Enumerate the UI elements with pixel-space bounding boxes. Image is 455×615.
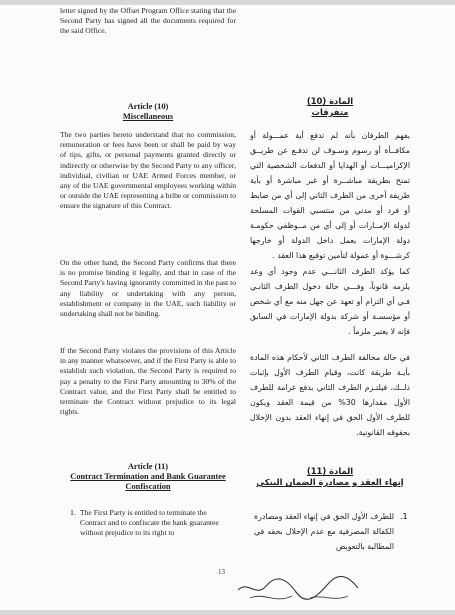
article-10-p3-ar: في حالة مخالفة الطرف الثاني لأحكام هذه المادة بأيـة طريقة كانت، وقيام الطرف الأول بإثبات ذلــك، فيلتـزم الطرف الثاني بدفع غرامة للطرف الأول مقدارها 30% من قيمة العقد ويكون للطرف الأول الحق في إنهاء العقد بدون الإخلال بحقوقه القانونية.	[250, 353, 410, 437]
page-bottom-edge	[0, 610, 455, 615]
item-1-en	[80, 508, 230, 539]
article-10-paragraph-2-en	[60, 258, 236, 319]
article-11-heading-ar	[250, 466, 410, 488]
article-11-subtitle-ar: إنهاء العقد و مصادرة الضمان البنكي	[256, 477, 404, 487]
article-10-subtitle-ar: متفرقات	[311, 107, 349, 117]
article-10-p1-ar: يفهم الطرفان بأنه لم تدفع أية عمـــولة أو مكافــأة أو رسوم وسـوف لن تدفـع عن طريــق الإكراميـــات أو الهدايا أو الدفعات الشخصية التي تمنح بطريقة مباشــرة أو غير مباشرة أو بأية طريقة أخرى من الطرف الثاني إلى أي من ضابط أو فرد أو مدني من منتسبي القوات المسلحة لدولة الإمــارات أو إلى أي من مــوظفي حكومـة دولة الإمارات يعمل داخل الدولة أو خارجها كرشـــوة أو عمولة لتأمين توقيع هذا العقد .	[250, 131, 410, 260]
article-10-p2-ar: كما يؤكد الطرف الثانـــي عدم وجود أي وعد يلزمه قانوناً، وفـــي حالة دخول الطرف الثانـي فـي أي التزام أو تعهد عن جهل منه مع أي شخص أو مؤسسـة أو شركة بدولة الإمارات في السابق فإنه لا يعتبر ملزماً .	[250, 267, 410, 336]
article-10-paragraph-3-en	[60, 346, 236, 417]
article-10-subtitle-en: Miscellaneous	[122, 112, 174, 121]
article-10-title-en: Article (10)	[127, 102, 169, 111]
article-11-title-en: Article (11)	[127, 462, 169, 471]
signature-scribble	[232, 568, 362, 608]
page-top-edge	[0, 0, 455, 5]
article-10-heading-en	[60, 102, 236, 122]
article-11-heading-en	[60, 462, 236, 492]
item-1-text-en: The First Party is entitled to terminate the Contract and to confiscate the bank guarantee without prejudice to its right to	[80, 508, 219, 538]
article-10-paragraph-1-ar	[250, 128, 410, 271]
article-10-paragraph-3-ar	[250, 350, 410, 448]
article-10-paragraph-1-en	[60, 130, 236, 212]
item-1-number-ar: .1	[400, 512, 408, 521]
item-1-ar	[254, 509, 394, 562]
item-1-number-en: 1.	[70, 508, 76, 517]
article-10-paragraph-2-ar	[250, 264, 410, 347]
article-10-p3-text: If the Second Party violates the provisions of this Article in any manner whatsoever, and if the First Party is able to establish such violation, the Second Party is required to pay a penalty to the First Party amounting to 30% of the Contract value, and the First Party shall be entitled to terminate the Contract without prejudice to its legal rights.	[60, 346, 236, 417]
page-number: 13	[218, 568, 225, 576]
article-10-title-ar: المادة (10)	[306, 96, 354, 106]
article-11-subtitle-en: Contract Termination and Bank Guarantee Confiscation	[70, 472, 226, 491]
article-10-p2-text: On the other hand, the Second Party confirms that there is no promise binding it legally, and that in case of the Second Party's having ignorantly committed in the past to any liability or undertaking with any person, establishment or company in the UAE, such liability or undertaking shall not be binding.	[60, 258, 236, 319]
english-intro	[60, 6, 236, 37]
article-10-p1-text: The two parties hereto understand that no commission, remuneration or fees have been or shall be paid by way of tips, gifts, or personal payments granted directly or indirectly or otherwise by the Second Party to any officer, individual, civilian or UAE Armed Forces member, or any of the UAE governmental employees working within or outside the UAE representing a bribe or commission to ensure the signature of this Contract.	[60, 130, 236, 211]
article-11-title-ar: المادة (11)	[306, 466, 354, 476]
article-10-heading-ar	[250, 96, 410, 118]
intro-paragraph: letter signed by the Offset Program Office stating that the Second Party has signed all the documents required for the said Office.	[60, 6, 236, 36]
item-1-text-ar: للطرف الأول الحق في إنهاء العقد ومصادرة الكفالة المصرفية مع عدم الإخلال بحقه في المطالبة بالتعويض	[254, 512, 394, 551]
